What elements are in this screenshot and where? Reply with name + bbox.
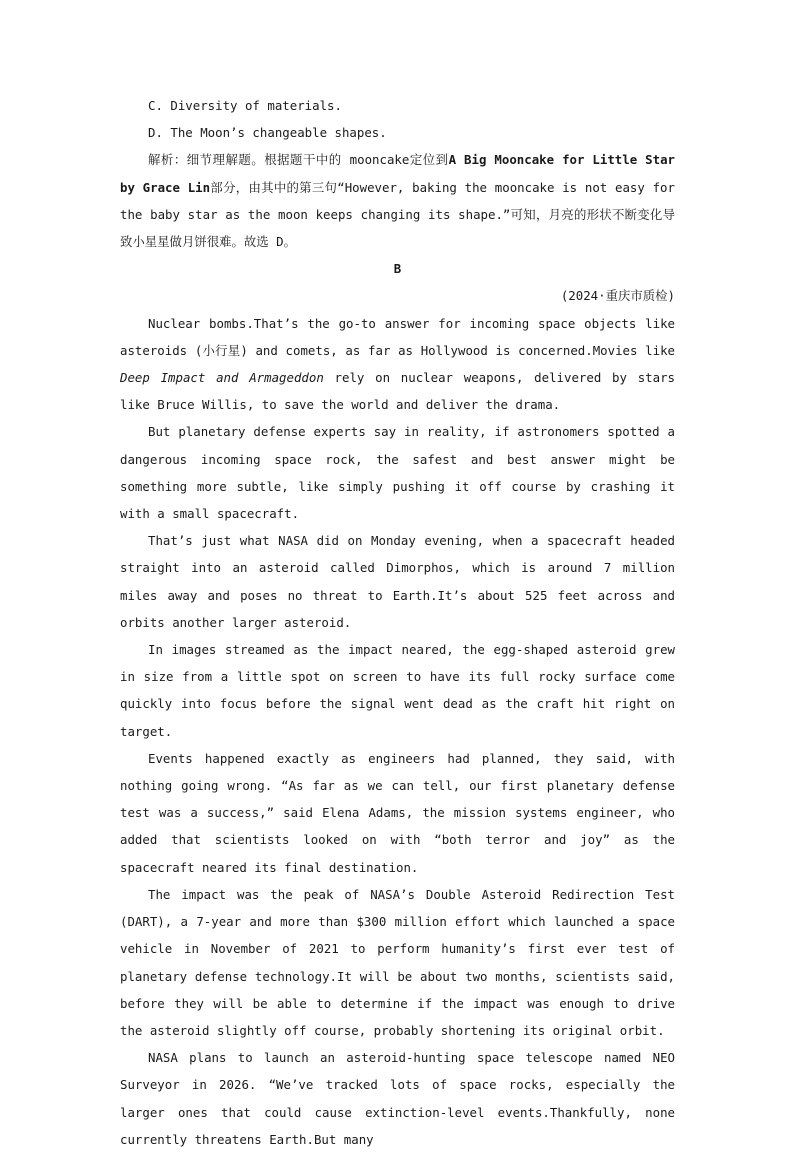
analysis-paragraph (120, 146, 675, 255)
passage-paragraph-7: NASA plans to launch an asteroid-hunting space telescope named NEO Surveyor in 2026. “We’ve tracked lots of space rocks, especially the larger ones that could cause extinction-level events.Thankfully, none currently threatens Earth.But many (120, 1050, 675, 1147)
passage-paragraph-5: Events happened exactly as engineers had planned, they said, with nothing going wrong. “As far as we can tell, our first planetary defense test was a success,” said Elena Adams, the mission systems engineer, who added that scientists looked on with “both terror and joy” as the spacecraft neared its final destination. (120, 750, 675, 875)
passage-p1-a: Nuclear bombs.That’s the go-to answer for incoming space objects like asteroids (小行星) and comets, as far as Hollywood is concerned.Movies like (120, 315, 675, 358)
option-c: C. Diversity of materials. (148, 98, 342, 113)
passage-paragraph-1 (120, 310, 675, 419)
source-note: (2024·重庆市质检) (560, 288, 675, 304)
passage-paragraph-4: In images streamed as the impact neared, the egg-shaped asteroid grew in size from a little spot on screen to have its full rocky surface come quickly into focus before the signal went dead as the craft hit right on target. (120, 642, 675, 739)
analysis-text-1: 解析：细节理解题。根据题干中的 mooncake定位到 (148, 152, 449, 168)
section-title: B (393, 261, 402, 277)
option-d: D. The Moon’s changeable shapes. (148, 125, 387, 141)
passage-p1-italic: Deep Impact and Armageddon (120, 370, 324, 386)
passage-paragraph-3: That’s just what NASA did on Monday evening, when a spacecraft headed straight into an asteroid called Dimorphos, which is around 7 million miles away and poses no threat to Earth.It’s about 525 feet across and orbits another larger asteroid. (120, 533, 675, 630)
passage-paragraph-2: But planetary defense experts say in reality, if astronomers spotted a dangerous incoming space rock, the safest and best answer might be something more subtle, like simply pushing it off course by crashing it with a small spacecraft. (120, 424, 675, 522)
analysis-bold-title: A Big Mooncake for Little Star by Grace Lin (120, 152, 676, 195)
analysis-text-2: 部分，由其中的第三句“However, baking the mooncake is not easy for the baby star as the moon keeps changing its shape.”可知，月亮的形状不断变化导致小星星做月饼很难。故选 D。 (120, 179, 675, 250)
passage-paragraph-6: The impact was the peak of NASA’s Double Asteroid Redirection Test (DART), a 7-year and more than $300 million effort which launched a space vehicle in November of 2021 to perform humanity’s first ever test of planetary defense technology.It will be about two months, scientists said, before they will be able to determine if the impact was enough to drive the asteroid slightly off course, probably shortening its original orbit. (120, 886, 675, 1038)
passage-p1-b: rely on nuclear weapons, delivered by stars like Bruce Willis, to save the world and deliver the drama. (120, 370, 675, 413)
document-content (120, 92, 675, 1153)
